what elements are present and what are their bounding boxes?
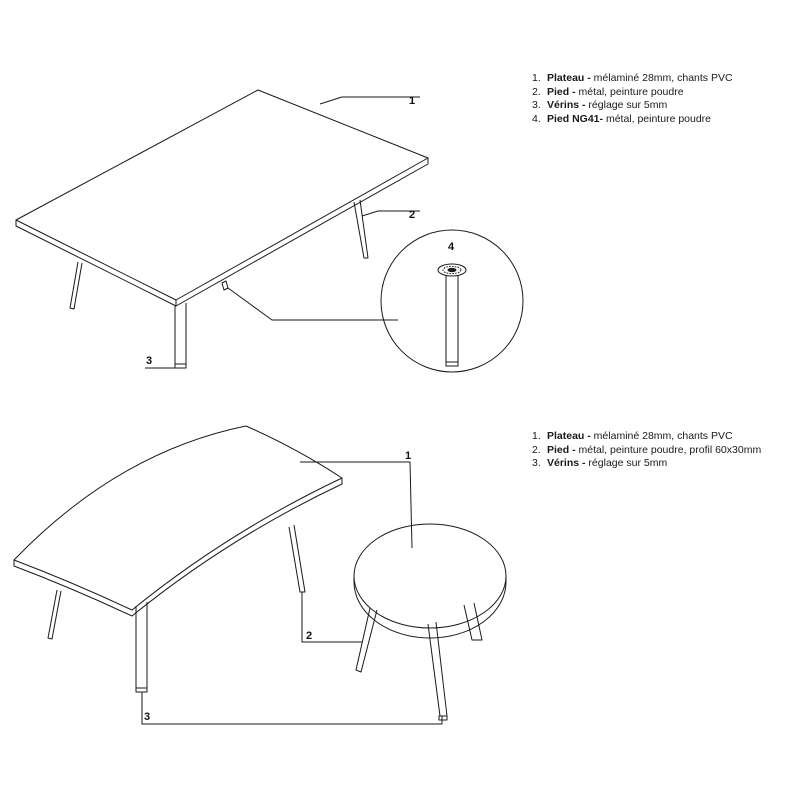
legend-num: 3. [532,457,541,469]
legend-item [532,99,733,113]
round-table-left-leg [356,608,377,672]
legend-name: Pied - [547,85,576,98]
boat-table-front-leg [136,602,147,688]
callout-2-bottom: 2 [306,630,313,642]
rect-table-back-left-leg [70,262,82,309]
boat-table-back-right-leg [289,525,305,592]
legend-desc: mélaminé 28mm, chants PVC [590,430,733,442]
legend-item [532,444,761,458]
legend-num: 1. [532,430,541,442]
boat-table-foot [136,688,147,692]
legend-item [532,457,761,471]
legend-desc: métal, peinture poudre [575,85,684,98]
legend-name: Plateau - [547,72,591,84]
legend-name: Vérins - [547,457,586,469]
round-table-front-leg [428,622,447,716]
round-table [354,524,506,720]
callout-3-top: 3 [146,355,153,367]
legend-name: Vérins - [547,99,586,111]
boat-table-back-left-leg [48,590,61,639]
leader-line-1-top [320,97,420,104]
leg-detail-tube [446,276,458,362]
legend-num: 2. [532,85,541,98]
legend-desc: réglage sur 5mm [585,457,668,469]
rect-table-top [16,90,428,300]
callout-1-bottom: 1 [405,450,412,462]
legend-item [532,113,733,127]
rect-table-edge-right [176,158,428,306]
boat-table [14,426,342,692]
rect-table-bracket [222,281,228,290]
leader-line-1-bottom [300,462,412,548]
legend-item [532,430,761,444]
round-table-edge [354,576,506,638]
legend-name: Pied - [547,443,576,456]
rect-table-front-leg [175,303,186,364]
leader-line-zoom [228,288,398,320]
legend-desc: réglage sur 5mm [585,99,668,111]
legend-item [532,72,733,86]
rect-table-foot [175,364,186,368]
rect-table [16,90,428,368]
rect-table-edge-front [16,220,176,306]
legend-desc: métal, peinture poudre, profil 60x30mm [575,443,762,456]
legend-name: Plateau - [547,430,591,442]
rect-table-back-right-leg [354,200,368,258]
callout-1-top: 1 [409,95,416,107]
legend-desc: mélaminé 28mm, chants PVC [590,72,733,84]
leader-line-3-bottom [142,692,442,724]
callout-2-top: 2 [409,209,416,221]
legend-num: 1. [532,72,541,84]
legend-num: 2. [532,443,541,456]
leg-detail-foot [446,362,458,366]
boat-table-top [14,426,342,610]
round-table-foot [439,716,447,720]
callout-3-bottom: 3 [144,711,151,723]
legend-num: 4. [532,112,541,125]
legend-item [532,86,733,100]
leg-detail-plate-hub [448,268,456,271]
legend-name: Pied NG41- [547,112,604,125]
legend-desc: métal, peinture poudre [603,112,712,125]
legend-num: 3. [532,99,541,111]
legend-top [532,72,733,126]
callout-4-top: 4 [448,241,455,253]
legend-bottom [532,430,761,471]
